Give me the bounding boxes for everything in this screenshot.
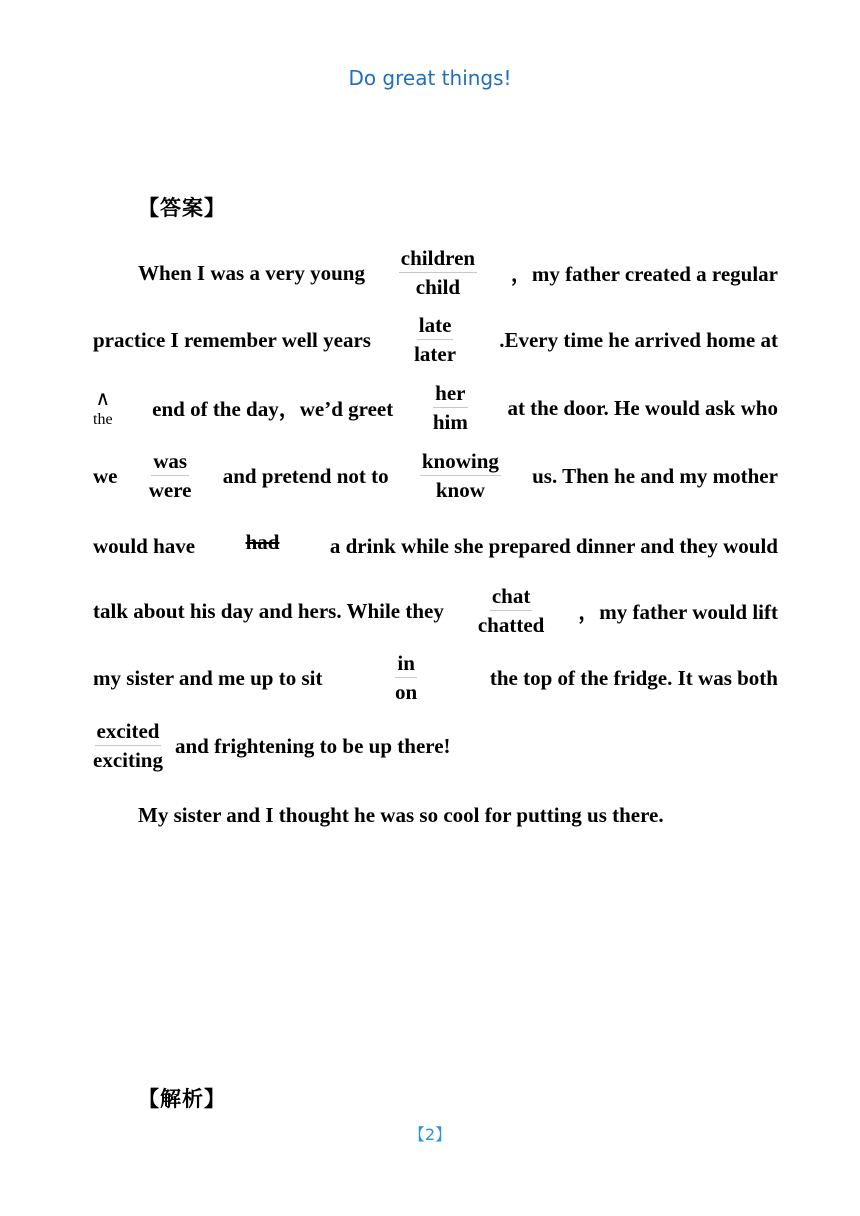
answer-heading: 【答案】 — [138, 195, 226, 220]
text-segment: My sister and I thought he was so cool for putting us there. — [138, 802, 664, 827]
correction-her-him — [433, 383, 468, 433]
original-word: excited — [95, 721, 162, 746]
paragraph-line-6 — [93, 584, 778, 637]
original-word: her — [433, 383, 467, 408]
correction-excited-exciting — [93, 721, 163, 771]
text-segment: ，my father would lift — [578, 600, 778, 624]
text-segment: ，my father created a regular — [510, 262, 778, 286]
text-segment: the top of the fridge. It was both — [489, 665, 778, 690]
corrected-word: on — [395, 680, 418, 704]
original-word: chat — [490, 586, 533, 611]
caret-mark: ∧ — [95, 386, 111, 410]
correction-children-child — [399, 248, 477, 298]
text-segment: talk about his day and hers. While they — [93, 598, 444, 623]
correction-knowing-know — [420, 451, 501, 501]
corrected-word: him — [432, 410, 468, 434]
text-segment: would have — [93, 533, 196, 558]
corrected-word: were — [148, 478, 192, 502]
analysis-heading: 【解析】 — [138, 1086, 226, 1111]
text-segment: When I was a very young — [138, 260, 365, 285]
corrected-word: exciting — [93, 748, 163, 772]
paragraph-line-1 — [138, 246, 778, 299]
corrected-word: chatted — [477, 613, 545, 637]
original-word: knowing — [420, 451, 501, 476]
insertion-caret — [93, 388, 113, 428]
original-word: children — [399, 248, 477, 273]
paragraph-line-4 — [93, 449, 778, 502]
text-segment: end of the day，we’d greet — [152, 397, 394, 421]
deleted-word: had — [245, 529, 280, 554]
correction-was-were — [149, 451, 192, 501]
text-segment: at the door. He would ask who — [507, 395, 778, 420]
text-segment: practice I remember well years — [93, 327, 371, 352]
text-segment: and pretend not to — [222, 463, 389, 488]
corrected-word: later — [414, 342, 457, 366]
page-header-slogan: Do great things! — [348, 66, 512, 90]
original-word: was — [151, 451, 189, 476]
paragraph-line-7 — [93, 651, 778, 704]
paragraph-line-3 — [93, 381, 778, 434]
text-segment: and frightening to be up there! — [174, 733, 451, 758]
correction-in-on — [395, 653, 417, 703]
paragraph-line-2 — [93, 313, 778, 366]
page-number: 【2】 — [408, 1125, 452, 1144]
text-segment: a drink while she prepared dinner and they would — [329, 533, 778, 558]
corrected-word: know — [435, 478, 485, 502]
text-segment: my sister and me up to sit — [93, 665, 323, 690]
original-word: in — [395, 653, 417, 678]
correction-late-later — [414, 315, 456, 365]
inserted-word: the — [93, 411, 113, 428]
paragraph-line-8 — [93, 719, 778, 772]
text-segment: we — [93, 463, 118, 488]
text-segment: us. Then he and my mother — [532, 463, 778, 488]
corrected-word: child — [415, 275, 461, 299]
paragraph-line-9 — [138, 793, 778, 837]
text-segment: .Every time he arrived home at — [499, 327, 778, 352]
correction-chat-chatted — [478, 586, 545, 636]
paragraph-line-5 — [93, 524, 778, 568]
original-word: late — [417, 315, 454, 340]
